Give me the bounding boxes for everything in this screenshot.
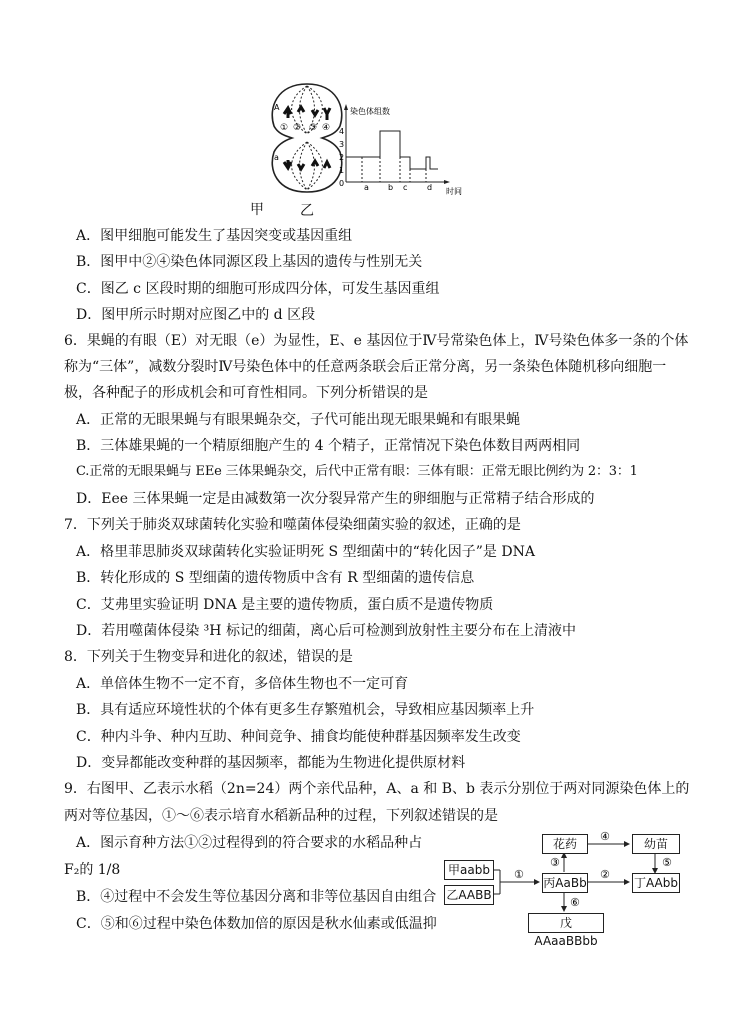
gene-label-a: a <box>274 153 279 162</box>
chart-y-title: 染色体组数 <box>350 107 390 116</box>
q6-option-d: D．Eee 三体果蝇一定是由减数第一次分裂异常产生的卵细胞与正常精子结合形成的 <box>76 491 595 507</box>
chart-step-line <box>346 131 438 169</box>
chart-x-title: 时间 <box>446 187 462 196</box>
q5-option-c: C．图乙 c 区段时期的细胞可形成四分体，可发生基因重组 <box>76 281 440 297</box>
q5-option-d: D．图甲所示时期对应图乙中的 d 区段 <box>76 307 316 323</box>
q8-option-b: B．具有适应环境性状的个体有更多生存繁殖机会，导致相应基因频率上升 <box>76 702 535 718</box>
chromosome-label-2: ② <box>293 123 302 133</box>
q5-option-a: A．图甲细胞可能发生了基因突变或基因重组 <box>76 228 353 244</box>
step-4: ④ <box>600 830 610 843</box>
q7-option-c: C．艾弗里实验证明 DNA 是主要的遗传物质，蛋白质不是遗传物质 <box>76 597 494 613</box>
q6-option-c: C.正常的无眼果蝇与 EEe 三体果蝇杂交，后代中正常有眼：三体有眼：正常无眼比例约为 2：3：1 <box>76 464 638 479</box>
chart-x-tick-d: d <box>427 183 433 192</box>
chromosome-label-3: ③ <box>309 123 318 133</box>
q6-stem-line-2: 称为“三体”，减数分裂时Ⅳ号染色体中的任意两条联会后正常分离，另一条染色体随机移向细胞一 <box>64 359 667 375</box>
step-1: ① <box>514 868 524 881</box>
q8-stem: 8．下列关于生物变异和进化的叙述，错误的是 <box>64 649 353 665</box>
q6-option-a: A．正常的无眼果蝇与有眼果蝇杂交，子代可能出现无眼果蝇和有眼果蝇 <box>76 412 521 428</box>
q7-stem: 7．下列关于肺炎双球菌转化实验和噬菌体侵染细菌实验的叙述，正确的是 <box>64 517 521 533</box>
parent-yi-box: 乙AABB <box>444 885 494 905</box>
q7-option-b: B．转化形成的 S 型细菌的遗传物质中含有 R 型细菌的遗传信息 <box>76 570 475 586</box>
step-5: ⑤ <box>662 856 672 869</box>
step-3: ③ <box>550 856 560 869</box>
chart-x-tick-c: c <box>403 183 408 192</box>
wu-box: 戊AAaaBBbb <box>528 913 604 933</box>
bing-box: 丙AaBb <box>542 873 588 893</box>
q7-option-d: D．若用噬菌体侵染 ³H 标记的细菌，离心后可检测到放射性主要分布在上清液中 <box>76 623 576 639</box>
chart-x-tick-b: b <box>388 183 394 192</box>
q9-option-c: C．⑤和⑥过程中染色体数加倍的原因是秋水仙素或低温抑 <box>76 916 437 932</box>
chart-y-tick-1: 1 <box>339 166 345 175</box>
q5-option-b: B．图甲中②④染色体同源区段上基因的遗传与性别无关 <box>76 254 423 270</box>
chart-origin: 0 <box>339 179 345 188</box>
figure-label-jia: 甲 <box>250 202 264 218</box>
step-2: ② <box>600 868 610 881</box>
figure-label-yi: 乙 <box>300 203 314 219</box>
q9-option-a: A．图示育种方法①②过程得到的符合要求的水稻品种占 <box>76 835 423 851</box>
q9-stem-line-1: 9．右图甲、乙表示水稻（2n=24）两个亲代品种，A、a 和 B、b 表示分别位于两对同源染色体上的 <box>64 781 690 797</box>
chart-y-tick-4: 4 <box>339 127 345 136</box>
chart-x-tick-a: a <box>364 183 369 192</box>
chart-y-tick-3: 3 <box>339 140 345 149</box>
chromosome-label-4: ④ <box>322 123 331 133</box>
figure-chart-yi <box>336 102 476 196</box>
q9-option-a-cont: F₂的 1/8 <box>64 862 121 878</box>
parent-jia-box: 甲aabb <box>444 860 494 880</box>
q8-option-c: C．种内斗争、种内互助、种间竞争、捕食均能使种群基因频率发生改变 <box>76 729 521 745</box>
q9-stem-line-2: 两对等位基因，①～⑥表示培育水稻新品种的过程，下列叙述错误的是 <box>64 808 498 824</box>
step-6: ⑥ <box>570 896 580 909</box>
ding-box: 丁AAbb <box>632 873 680 893</box>
gene-label-A: A <box>274 103 280 112</box>
q7-option-a: A．格里菲思肺炎双球菌转化实验证明死 S 型细菌中的“转化因子”是 DNA <box>76 544 535 560</box>
q8-option-a: A．单倍体生物不一定不育，多倍体生物也不一定可育 <box>76 676 409 692</box>
huayao-box: 花药 <box>542 834 588 854</box>
chromosome-label-1: ① <box>280 123 289 133</box>
q9-option-b: B．④过程中不会发生等位基因分离和非等位基因自由组合 <box>76 889 437 905</box>
youmiao-box: 幼苗 <box>632 834 680 854</box>
chart-y-tick-2: 2 <box>339 153 345 162</box>
q6-option-b: B．三体雄果蝇的一个精原细胞产生的 4 个精子，正常情况下染色体数目两两相同 <box>76 438 581 454</box>
breeding-diagram <box>440 828 685 948</box>
q8-option-d: D．变异都能改变种群的基因频率，都能为生物进化提供原材料 <box>76 755 466 771</box>
q6-stem-line-3: 极，各种配子的形成机会和可育性相同。下列分析错误的是 <box>64 385 428 401</box>
q6-stem-line-1: 6．果蝇的有眼（E）对无眼（e）为显性，E、e 基因位于Ⅳ号常染色体上，Ⅳ号染色体多一条的个体 <box>64 333 689 349</box>
